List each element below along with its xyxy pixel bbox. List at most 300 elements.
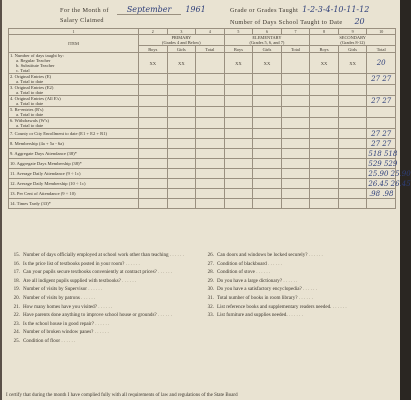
table-cell [310, 159, 339, 169]
table-cell [196, 189, 225, 199]
table-cell [167, 85, 196, 96]
table-cell [310, 118, 339, 129]
cell-value: 529 529 [368, 159, 398, 168]
table-cell [196, 169, 225, 179]
table-cell [224, 189, 253, 199]
table-cell [224, 53, 253, 74]
table-row [9, 189, 396, 199]
table-cell [281, 189, 310, 199]
table-cell [139, 169, 168, 179]
answer-leader: . . . . . . [307, 252, 323, 258]
table-cell [367, 53, 396, 74]
row-label-text: 12. Average Daily Membership (10 ÷ 1c) [10, 181, 86, 186]
row-label [9, 179, 139, 189]
table-cell [139, 189, 168, 199]
table-cell [338, 199, 367, 209]
table-cell [281, 139, 310, 149]
question-number: 26. [207, 252, 214, 258]
table-cell [196, 53, 225, 74]
question-item [10, 286, 188, 292]
month-value: September [117, 5, 182, 15]
answer-leader: . . . . . . [254, 269, 271, 276]
sub-column-header: Total [281, 46, 310, 53]
table-cell [139, 159, 168, 169]
table-row [9, 169, 396, 179]
table-cell [338, 169, 367, 179]
table-cell [281, 96, 310, 107]
table-row [9, 85, 396, 96]
row-label-text: 13. Per Cent of Attendance (9 ÷ 10) [10, 191, 76, 196]
table-cell [310, 169, 339, 179]
question-text: Condition of stove [217, 269, 255, 276]
table-cell [167, 149, 196, 159]
table-row [9, 159, 396, 169]
table-cell [367, 179, 411, 189]
table-cell [196, 74, 225, 85]
column-number: 3 [167, 29, 196, 35]
question-number: 21. [13, 303, 20, 310]
cell-value: 27 27 [371, 97, 392, 105]
row-label-text: 11. Average Daily Attendance (9 ÷ 1c) [10, 171, 81, 176]
cell-value: 518 518 [368, 149, 398, 158]
table-row [9, 118, 396, 129]
question-item [204, 261, 394, 267]
table-cell [310, 53, 339, 74]
row-label-text: 14. Times Tardy (33)* [10, 201, 51, 206]
column-number: 10 [367, 29, 396, 35]
table-cell [224, 179, 253, 189]
table-cell [281, 118, 310, 129]
table-cell [338, 96, 367, 107]
cell-value: 27 27 [371, 129, 392, 138]
question-number: 32. [207, 303, 214, 310]
table-cell [167, 96, 196, 107]
question-number: 28. [207, 269, 214, 276]
question-text: Can doors and windows be locked securely? [217, 252, 308, 258]
cell-value: 25.90 25.90 [368, 169, 411, 178]
question-text: Have parents done anything to improve school house or grounds? [23, 312, 157, 319]
table-cell [224, 199, 253, 209]
answer-leader: . . . . . . [86, 286, 103, 293]
table-cell [253, 118, 282, 129]
sub-column-header: Girls [338, 46, 367, 53]
table-cell [367, 118, 396, 129]
table-row [9, 53, 396, 74]
column-number: 2 [139, 29, 168, 35]
cell-value: XX [349, 60, 356, 66]
table-cell [367, 96, 396, 107]
cell-value: 26.45 26.45 [368, 179, 411, 188]
question-text: Number of visits by patrons [23, 294, 80, 301]
month-label: For the Month of [60, 7, 109, 14]
row-sub-label: a. Total to date [16, 123, 44, 128]
question-number: 31. [207, 294, 214, 301]
days-value: 20 [354, 17, 365, 26]
row-sub-label: a. Total to date [16, 101, 44, 106]
sub-column-header: Girls [253, 46, 282, 53]
question-text: Condition of floor [23, 337, 61, 344]
table-cell [367, 107, 396, 118]
row-label-text: 8. Membership (4a + 5a - 6a) [10, 141, 64, 146]
question-number: 25. [13, 337, 20, 344]
row-label [9, 107, 139, 118]
row-label [9, 159, 139, 169]
table-cell [167, 169, 196, 179]
question-number: 27. [207, 260, 214, 267]
question-item [204, 295, 394, 301]
questions-left [10, 252, 188, 347]
table-cell [281, 129, 310, 139]
salary-label: Salary Claimed [60, 17, 104, 24]
table-cell [253, 159, 282, 169]
table-cell [253, 96, 282, 107]
question-text: List reference books and supplementary readers needed. [217, 303, 332, 310]
row-label-text: 10. Aggregate Days Membership (38)* [10, 161, 82, 166]
table-cell [224, 74, 253, 85]
table-row [9, 139, 396, 149]
table-cell [167, 74, 196, 85]
cell-value: XX [149, 60, 157, 66]
table-row [9, 129, 396, 139]
table-row [9, 179, 396, 189]
cell-value: XX [235, 60, 242, 66]
sub-column-header: Total [367, 46, 396, 53]
column-number: 1 [9, 29, 139, 35]
answer-leader: . . . . . . [93, 329, 109, 336]
question-text: Can your pupils secure textbooks conveniently at contract prices? [23, 269, 157, 276]
table-row [9, 149, 396, 159]
table-cell [253, 179, 282, 189]
grade-value: 1-2-3-4-10-11-12 [302, 5, 370, 14]
answer-leader: . . . . . . [282, 277, 298, 284]
cell-value: XX [263, 60, 271, 66]
row-label-text: 2. Original Entries (E) [10, 74, 52, 79]
cell-value: XX [320, 60, 328, 66]
row-label-text: 9. Aggregate Days Attendance (38)* [10, 151, 77, 156]
cell-value: XX [178, 60, 185, 66]
row-label [9, 199, 139, 209]
column-number: 8 [310, 29, 339, 35]
question-item [10, 278, 188, 284]
table-cell [196, 139, 225, 149]
question-number: 17. [13, 269, 20, 276]
column-number: 4 [196, 29, 225, 35]
item-header: ITEM [9, 35, 139, 53]
table-cell [338, 107, 367, 118]
question-item [10, 312, 188, 318]
table-cell [253, 139, 282, 149]
cell-value: 27 27 [371, 139, 392, 148]
table-cell [139, 85, 168, 96]
table-cell [338, 129, 367, 139]
table-cell [139, 179, 168, 189]
row-sub-label: a. Total to date [16, 112, 44, 117]
table-cell [167, 199, 196, 209]
table-cell [281, 159, 310, 169]
column-number: 7 [281, 29, 310, 35]
question-number: 15. [13, 252, 20, 258]
table-cell [281, 169, 310, 179]
answer-leader: . . . . . . [124, 260, 140, 267]
table-row [9, 107, 396, 118]
table-cell [253, 74, 282, 85]
question-number: 24. [13, 329, 20, 336]
sub-column-header: Boys [224, 46, 253, 53]
question-text: Is the price list of textbooks posted in your room? [23, 260, 125, 267]
answer-leader: . . . . . . [60, 337, 76, 344]
table-cell [196, 118, 225, 129]
secondary-header: SECONDARY (Grades 8-12) [310, 35, 396, 46]
question-text: Is the school house in good repair? [23, 320, 95, 327]
question-number: 20. [13, 294, 20, 301]
answer-leader: . . . . . . [156, 269, 173, 276]
table-cell [310, 107, 339, 118]
table-cell [139, 149, 168, 159]
table-cell [310, 179, 339, 189]
table-cell [310, 149, 339, 159]
row-sub-label: a. Total to date [16, 79, 44, 84]
group-header-row [9, 35, 396, 46]
answer-leader: . . . . . . [266, 260, 283, 267]
table-cell [367, 139, 396, 149]
question-number: 33. [207, 312, 214, 319]
cell-value: 27 27 [371, 75, 392, 83]
table-cell [139, 199, 168, 209]
table-cell [196, 179, 225, 189]
question-item [10, 269, 188, 275]
answer-leader: . . . . . . [79, 294, 96, 301]
table-cell [253, 85, 282, 96]
grade-line [230, 5, 369, 14]
sub-column-header: Total [196, 46, 225, 53]
table-cell [224, 169, 253, 179]
row-label [9, 139, 139, 149]
question-item [204, 312, 394, 318]
question-text: Number of visits by Supervisor [23, 286, 87, 293]
table-cell [281, 199, 310, 209]
table-cell [367, 129, 396, 139]
row-label [9, 96, 139, 107]
month-line [60, 5, 206, 14]
table-cell [196, 159, 225, 169]
sub-column-header: Girls [167, 46, 196, 53]
answer-leader: . . . . . . [331, 303, 347, 310]
question-text: Number of days officially employed at school work other than teaching [23, 252, 169, 258]
table-row [9, 199, 396, 209]
table-cell [281, 85, 310, 96]
table-cell [224, 129, 253, 139]
question-number: 23. [13, 320, 20, 327]
table-cell [167, 189, 196, 199]
table-cell [310, 129, 339, 139]
table-cell [367, 85, 396, 96]
questions-right [204, 252, 394, 321]
table-cell [281, 53, 310, 74]
table-cell [310, 139, 339, 149]
row-label-text: 6. Withdrawals (W's) [10, 118, 49, 123]
table-cell [253, 199, 282, 209]
table-cell [224, 107, 253, 118]
row-sub-label: b. Substitute Teacher [16, 63, 55, 68]
question-text: Total number of books in room library? [217, 294, 298, 301]
table-cell [310, 85, 339, 96]
sub-column-header: Boys [310, 46, 339, 53]
question-item [10, 304, 188, 310]
table-cell [196, 129, 225, 139]
table-cell [338, 53, 367, 74]
table-cell [139, 53, 168, 74]
question-text: How many homes have you visited? [23, 303, 97, 310]
question-text: Do you have a satisfactory encyclopedia? [217, 286, 302, 293]
row-label [9, 149, 139, 159]
answer-leader: . . . . . . [156, 312, 172, 319]
question-text: Number of broken window panes? [23, 329, 94, 336]
table-cell [310, 199, 339, 209]
days-line [230, 17, 365, 26]
column-number: 9 [338, 29, 367, 35]
table-cell [224, 85, 253, 96]
row-label-text: 4. Original Entries (All E's) [10, 96, 61, 101]
table-cell [167, 53, 196, 74]
table-cell [281, 74, 310, 85]
table-row [9, 96, 396, 107]
table-cell [224, 149, 253, 159]
binder-edge [0, 0, 2, 400]
table-cell [253, 107, 282, 118]
grade-label: Grade or Grades Taught [230, 7, 299, 14]
question-item [10, 252, 188, 258]
table-cell [338, 118, 367, 129]
answer-leader: . . . . . . [94, 320, 110, 327]
elementary-header: ELEMENTARY (Grades 5, 6, and 7) [224, 35, 310, 46]
table-cell [253, 53, 282, 74]
table-cell [367, 159, 396, 169]
table-cell [338, 85, 367, 96]
question-number: 16. [13, 260, 20, 267]
table-cell [338, 139, 367, 149]
table-cell [196, 96, 225, 107]
table-cell [253, 149, 282, 159]
row-label [9, 129, 139, 139]
row-label [9, 118, 139, 129]
year-value: 1961 [185, 5, 206, 14]
table-cell [367, 149, 396, 159]
question-item [204, 286, 394, 292]
table-cell [196, 199, 225, 209]
table-cell [196, 107, 225, 118]
question-item [10, 295, 188, 301]
table-cell [224, 118, 253, 129]
table-cell [253, 129, 282, 139]
question-text: Are all indigent pupils supplied with textbooks? [23, 277, 121, 284]
row-label-text: 5. Re-entries (R's) [10, 107, 44, 112]
table-cell [281, 179, 310, 189]
question-item [204, 252, 394, 258]
table-cell [310, 189, 339, 199]
answer-leader: . . . . . . [287, 312, 303, 319]
primary-header: PRIMARY (Grades 4 and Below) [139, 35, 225, 46]
table-cell [253, 189, 282, 199]
table-cell [139, 118, 168, 129]
table-cell [139, 107, 168, 118]
question-item [204, 269, 394, 275]
question-text: List furniture and supplies needed. [217, 312, 288, 319]
table-cell [167, 179, 196, 189]
row-label [9, 189, 139, 199]
row-label-text: 1. Number of days taught by: [10, 53, 64, 58]
row-label-text: 3. Original Entries (E2) [10, 85, 54, 90]
table-cell [367, 199, 396, 209]
table-cell [139, 74, 168, 85]
table-cell [224, 159, 253, 169]
question-text: Do you have a large dictionary? [217, 277, 283, 284]
table-cell [310, 96, 339, 107]
table-cell [167, 159, 196, 169]
column-number: 5 [224, 29, 253, 35]
table-cell [338, 159, 367, 169]
table-cell [281, 149, 310, 159]
table-cell [224, 96, 253, 107]
table-cell [139, 96, 168, 107]
certification-text: I certify that during the month I have complied fully with all requirements of law and regulations of the State Board [6, 393, 238, 398]
answer-leader: . . . . . . [120, 277, 137, 284]
row-label-text: 7. County or City Enrollment to date (E1 + E2 + R1) [10, 131, 108, 136]
answer-leader: . . . . . . [301, 286, 317, 293]
table-cell [338, 74, 367, 85]
table-cell [224, 139, 253, 149]
table-cell [310, 74, 339, 85]
table-cell [281, 107, 310, 118]
answer-leader: . . . . . . [97, 303, 113, 310]
table-body [9, 53, 411, 209]
question-number: 18. [13, 277, 20, 284]
question-text: Condition of blackboard [217, 260, 267, 267]
table-cell [367, 189, 396, 199]
question-number: 29. [207, 277, 214, 284]
question-item [10, 338, 188, 344]
table-cell [367, 169, 411, 179]
table-cell [367, 74, 396, 85]
question-item [10, 261, 188, 267]
table-cell [338, 149, 367, 159]
attendance-table [8, 28, 411, 209]
row-label [9, 85, 139, 96]
table-row [9, 74, 396, 85]
row-label [9, 74, 139, 85]
table-cell [196, 149, 225, 159]
row-label [9, 169, 139, 179]
column-number: 6 [253, 29, 282, 35]
table-cell [167, 118, 196, 129]
days-label: Number of Days School Taught to Date [230, 19, 343, 26]
question-number: 22. [13, 312, 20, 319]
table-cell [167, 107, 196, 118]
table-cell [139, 129, 168, 139]
row-sub-label: a. Regular Teacher [16, 58, 51, 63]
row-sub-label: a. Total to date [16, 90, 44, 95]
answer-leader: . . . . . . [297, 294, 313, 301]
question-number: 30. [207, 286, 214, 293]
sub-column-header: Boys [139, 46, 168, 53]
table-cell [338, 179, 367, 189]
row-sub-label: c. Total [16, 68, 30, 73]
question-item [10, 329, 188, 335]
table-cell [139, 139, 168, 149]
table-cell [253, 169, 282, 179]
table-cell [338, 189, 367, 199]
question-number: 19. [13, 286, 20, 293]
row-label [9, 53, 139, 74]
